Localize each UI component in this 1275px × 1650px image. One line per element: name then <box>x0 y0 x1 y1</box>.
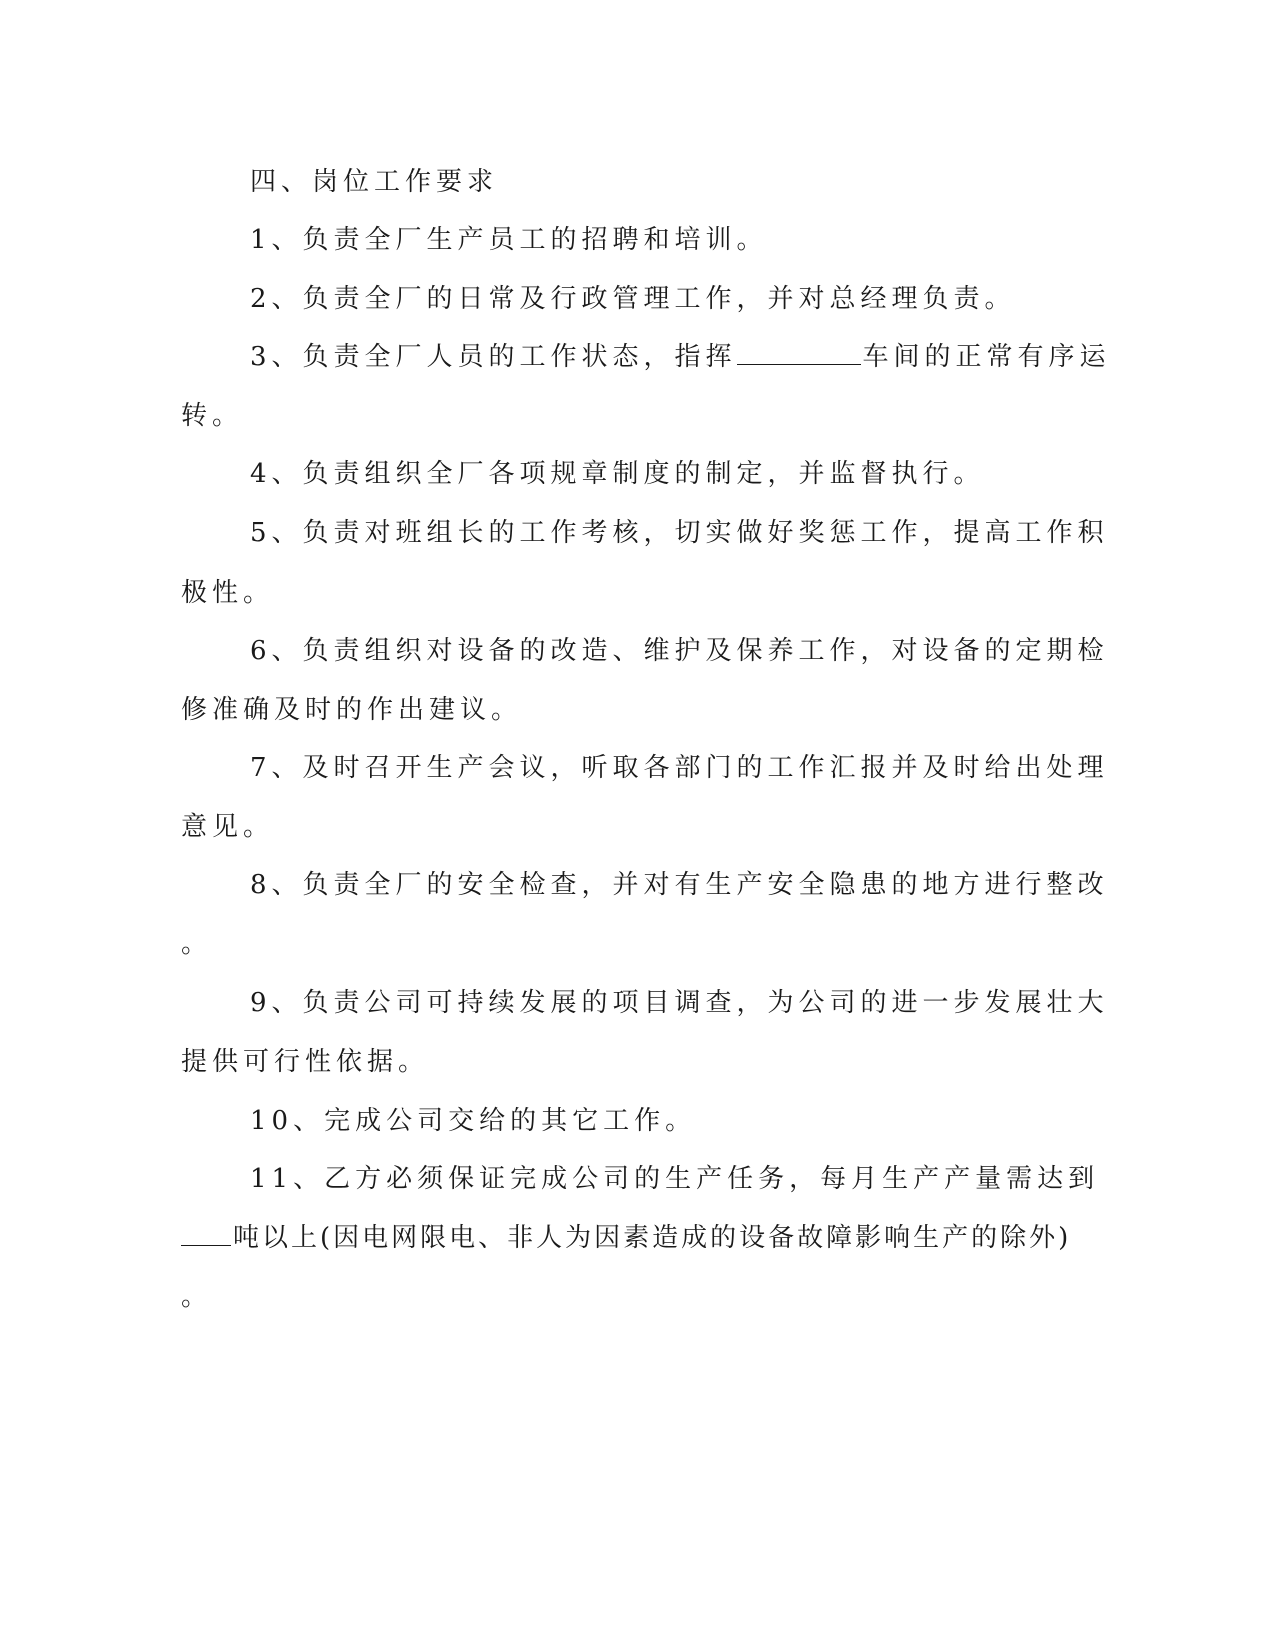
list-item-7-line-1: 7、及时召开生产会议，听取各部门的工作汇报并及时给出处理 <box>250 753 1109 783</box>
list-item-1: 1、负责全厂生产员工的招聘和培训。 <box>250 225 768 255</box>
list-item-11-line-1: 11、乙方必须保证完成公司的生产任务，每月生产产量需达到 <box>250 1164 1100 1194</box>
fill-in-blank-tonnage <box>181 1221 231 1246</box>
list-item-8-line-1: 8、负责全厂的安全检查，并对有生产安全隐患的地方进行整改 <box>250 870 1109 900</box>
list-item-11-text-after-blank: 吨以上(因电网限电、非人为因素造成的设备故障影响生产的除外) <box>233 1223 1072 1253</box>
list-item-5-line-1: 5、负责对班组长的工作考核，切实做好奖惩工作，提高工作积 <box>250 518 1109 548</box>
list-item-6-line-1: 6、负责组织对设备的改造、维护及保养工作，对设备的定期检 <box>250 636 1109 666</box>
list-item-9-line-1: 9、负责公司可持续发展的项目调查，为公司的进一步发展壮大 <box>250 988 1109 1018</box>
list-item-3-text-before-blank: 3、负责全厂人员的工作状态，指挥 <box>250 342 737 372</box>
list-item-7-line-2: 意见。 <box>181 812 275 842</box>
list-item-9-line-2: 提供可行性依据。 <box>181 1047 430 1077</box>
list-item-2: 2、负责全厂的日常及行政管理工作，并对总经理负责。 <box>250 284 1016 314</box>
list-item-4: 4、负责组织全厂各项规章制度的制定，并监督执行。 <box>250 459 985 489</box>
section-heading: 四、岗位工作要求 <box>250 167 499 197</box>
list-item-11-line-2 <box>181 1221 1071 1255</box>
list-item-5-line-2: 极性。 <box>181 578 275 608</box>
list-item-11-line-3: 。 <box>181 1282 213 1312</box>
fill-in-blank-workshop <box>737 340 861 365</box>
list-item-3-line-2: 转。 <box>181 401 244 431</box>
list-item-8-line-2: 。 <box>181 929 213 959</box>
list-item-3-text-after-blank: 车间的正常有序运 <box>862 342 1111 372</box>
list-item-10: 10、完成公司交给的其它工作。 <box>250 1106 697 1136</box>
list-item-6-line-2: 修准确及时的作出建议。 <box>181 695 523 725</box>
list-item-3-line-1 <box>250 340 1111 374</box>
